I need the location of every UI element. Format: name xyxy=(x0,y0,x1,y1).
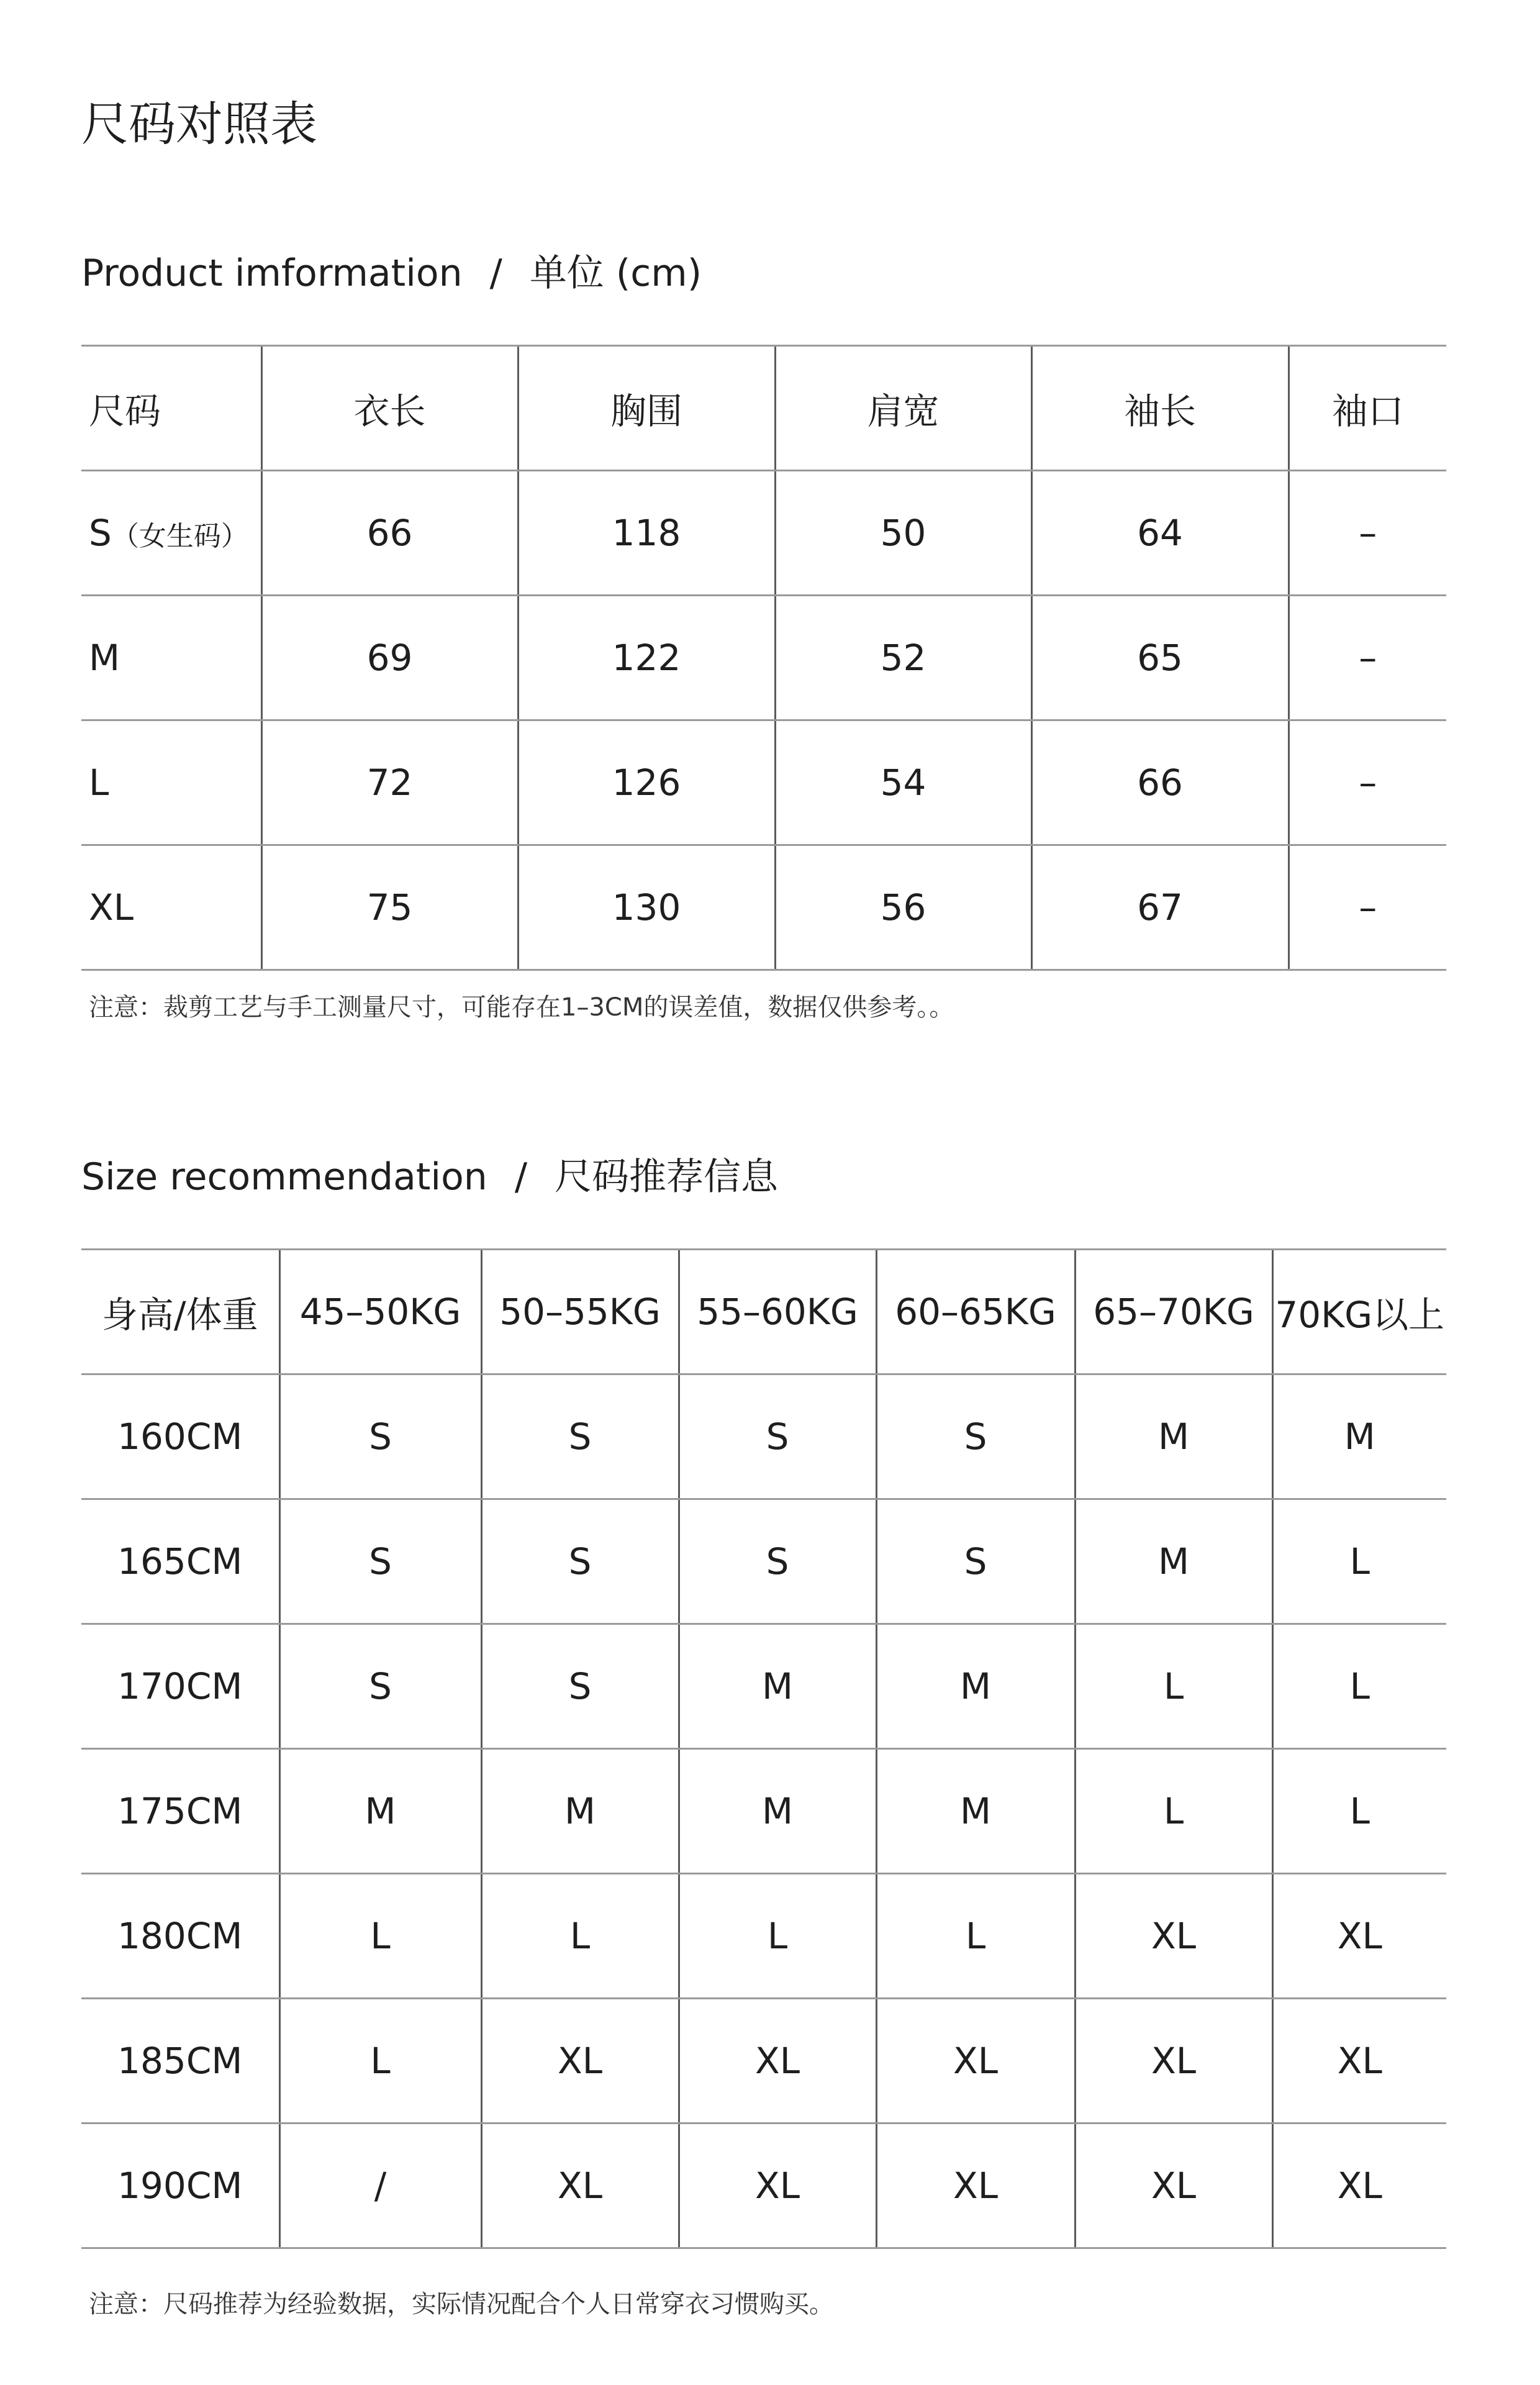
size-cell: M xyxy=(481,1749,679,1874)
table-row xyxy=(81,596,1446,720)
value-cell: 69 xyxy=(261,596,518,720)
table-row xyxy=(81,1749,1446,1874)
product-info-heading xyxy=(81,248,702,298)
size-cell: M xyxy=(679,1749,876,1874)
header-cell: 65–70KG xyxy=(1075,1250,1272,1374)
header-cell: 50–55KG xyxy=(481,1250,679,1374)
header-cell: 60–65KG xyxy=(876,1250,1075,1374)
header-cell: 袖口 xyxy=(1289,346,1446,471)
value-cell: 126 xyxy=(518,720,775,845)
table-row xyxy=(81,1499,1446,1624)
product-info-note: 注意：裁剪工艺与手工测量尺寸，可能存在1–3CM的误差值，数据仅供参考。。 xyxy=(89,993,954,1022)
size-label-cell xyxy=(81,471,261,596)
size-cell: L xyxy=(279,1874,481,1999)
header-cell: 45–50KG xyxy=(279,1250,481,1374)
value-cell: 67 xyxy=(1031,845,1289,970)
product-info-title-en: Product imformation xyxy=(81,252,463,295)
size-cell: L xyxy=(1075,1624,1272,1749)
size-cell: M xyxy=(1075,1374,1272,1499)
size-cell: L xyxy=(1272,1499,1446,1624)
size-cell: M xyxy=(876,1749,1075,1874)
size-label: L xyxy=(89,761,109,804)
size-label-cell xyxy=(81,845,261,970)
value-cell: 52 xyxy=(775,596,1031,720)
size-cell: L xyxy=(279,1999,481,2124)
value-cell: – xyxy=(1289,720,1446,845)
value-cell: 130 xyxy=(518,845,775,970)
size-cell: XL xyxy=(1272,2124,1446,2248)
value-cell: – xyxy=(1289,845,1446,970)
size-cell: S xyxy=(481,1624,679,1749)
size-cell: XL xyxy=(679,2124,876,2248)
height-cell: 165CM xyxy=(81,1499,279,1624)
header-cell: 55–60KG xyxy=(679,1250,876,1374)
value-cell: 50 xyxy=(775,471,1031,596)
size-label-cell xyxy=(81,720,261,845)
size-cell: S xyxy=(279,1499,481,1624)
size-cell: S xyxy=(279,1374,481,1499)
table-row xyxy=(81,1874,1446,1999)
height-cell: 190CM xyxy=(81,2124,279,2248)
value-cell: 66 xyxy=(261,471,518,596)
size-label-cell xyxy=(81,596,261,720)
size-cell: XL xyxy=(1075,1874,1272,1999)
size-label: XL xyxy=(89,886,134,929)
size-cell: XL xyxy=(679,1999,876,2124)
table-row xyxy=(81,845,1446,970)
header-cell: 70KG以上 xyxy=(1272,1250,1446,1374)
header-cell: 尺码 xyxy=(81,346,261,471)
value-cell: 122 xyxy=(518,596,775,720)
table-row xyxy=(81,720,1446,845)
value-cell: 54 xyxy=(775,720,1031,845)
header-cell: 胸围 xyxy=(518,346,775,471)
header-cell: 袖长 xyxy=(1031,346,1289,471)
size-rec-title-cn: 尺码推荐信息 xyxy=(555,1155,779,1199)
size-label: M xyxy=(89,637,120,679)
size-cell: S xyxy=(876,1499,1075,1624)
value-cell: 118 xyxy=(518,471,775,596)
value-cell: 56 xyxy=(775,845,1031,970)
size-rec-title-en: Size recommendation xyxy=(81,1155,487,1199)
size-cell: M xyxy=(876,1624,1075,1749)
table-row xyxy=(81,1624,1446,1749)
size-rec-note: 注意：尺码推荐为经验数据，实际情况配合个人日常穿衣习惯购买。 xyxy=(89,2290,834,2319)
product-info-separator: / xyxy=(489,252,502,295)
value-cell: 75 xyxy=(261,845,518,970)
size-cell: L xyxy=(876,1874,1075,1999)
size-cell: XL xyxy=(876,1999,1075,2124)
size-cell: L xyxy=(1075,1749,1272,1874)
size-label: S xyxy=(89,512,112,554)
value-cell: 65 xyxy=(1031,596,1289,720)
size-cell: S xyxy=(481,1499,679,1624)
value-cell: 66 xyxy=(1031,720,1289,845)
size-cell: M xyxy=(1075,1499,1272,1624)
height-cell: 185CM xyxy=(81,1999,279,2124)
size-cell: M xyxy=(679,1624,876,1749)
size-note: （女生码） xyxy=(111,520,248,552)
size-cell: L xyxy=(679,1874,876,1999)
size-cell: S xyxy=(279,1624,481,1749)
size-rec-heading xyxy=(81,1152,778,1202)
table-row xyxy=(81,1374,1446,1499)
height-cell: 180CM xyxy=(81,1874,279,1999)
size-cell: M xyxy=(279,1749,481,1874)
header-cell: 肩宽 xyxy=(775,346,1031,471)
value-cell: – xyxy=(1289,596,1446,720)
header-cell: 身高/体重 xyxy=(81,1250,279,1374)
size-cell: M xyxy=(1272,1374,1446,1499)
size-cell: XL xyxy=(1075,1999,1272,2124)
value-cell: 64 xyxy=(1031,471,1289,596)
size-cell: L xyxy=(1272,1749,1446,1874)
page-title: 尺码对照表 xyxy=(81,96,317,152)
size-cell: S xyxy=(876,1374,1075,1499)
header-cell: 衣长 xyxy=(261,346,518,471)
size-rec-table xyxy=(81,1248,1446,2249)
table-row xyxy=(81,2124,1446,2248)
size-cell: XL xyxy=(481,2124,679,2248)
table-header-row xyxy=(81,346,1446,471)
product-info-title-cn: 单位 (cm) xyxy=(529,252,702,295)
table-row xyxy=(81,471,1446,596)
size-cell: XL xyxy=(1272,1999,1446,2124)
product-info-table xyxy=(81,345,1446,971)
size-cell: XL xyxy=(876,2124,1075,2248)
size-cell: XL xyxy=(481,1999,679,2124)
size-cell: L xyxy=(1272,1624,1446,1749)
size-cell: S xyxy=(679,1374,876,1499)
height-cell: 170CM xyxy=(81,1624,279,1749)
size-cell: L xyxy=(481,1874,679,1999)
size-cell: S xyxy=(679,1499,876,1624)
value-cell: 72 xyxy=(261,720,518,845)
size-cell: XL xyxy=(1075,2124,1272,2248)
value-cell: – xyxy=(1289,471,1446,596)
size-rec-separator: / xyxy=(514,1155,528,1199)
table-header-row xyxy=(81,1250,1446,1374)
size-cell: / xyxy=(279,2124,481,2248)
size-cell: XL xyxy=(1272,1874,1446,1999)
size-cell: S xyxy=(481,1374,679,1499)
table-row xyxy=(81,1999,1446,2124)
height-cell: 160CM xyxy=(81,1374,279,1499)
height-cell: 175CM xyxy=(81,1749,279,1874)
